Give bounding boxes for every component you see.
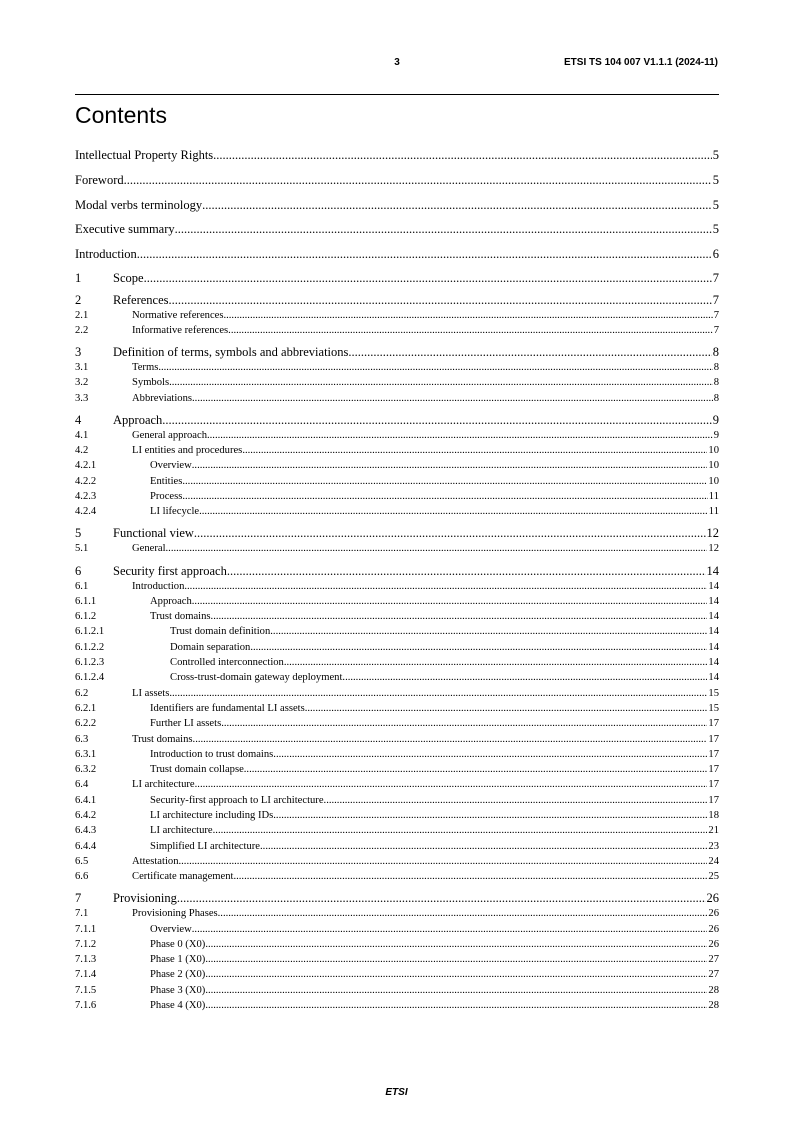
toc-entry-page: 12: [708, 543, 719, 555]
dot-leader: [305, 701, 708, 716]
dot-leader: [177, 890, 706, 906]
toc-entry-page: 7: [712, 270, 719, 285]
toc-entry[interactable]: [75, 823, 719, 838]
toc-entry-label: Trust domain definition: [170, 626, 271, 638]
toc-entry[interactable]: [75, 308, 719, 323]
toc-entry-number: 6.4.4: [75, 840, 97, 852]
footer-label: ETSI: [385, 1087, 408, 1098]
dot-leader: [273, 747, 707, 762]
dot-leader: [169, 292, 712, 308]
dot-leader: [192, 594, 708, 609]
toc-entry-label: Identifiers are fundamental LI assets: [150, 702, 305, 714]
dot-leader: [213, 823, 708, 838]
toc-entry-page: 10: [708, 460, 719, 472]
toc-entry-label: Overview: [150, 923, 192, 935]
toc-entry-label: Cross-trust-domain gateway deployment: [170, 672, 343, 684]
toc-entry[interactable]: [75, 869, 719, 884]
toc-entry-number: 7.1.3: [75, 954, 97, 966]
toc-entry[interactable]: [75, 171, 719, 190]
dot-leader: [202, 196, 712, 215]
dot-leader: [221, 716, 707, 731]
toc-entry-label: Security first approach: [113, 563, 227, 578]
toc-entry-label: Executive summary: [75, 222, 175, 237]
toc-entry[interactable]: [75, 967, 719, 982]
toc-entry[interactable]: [75, 808, 719, 823]
toc-entry-number: 6.3: [75, 733, 89, 745]
toc-entry-number: 7.1.5: [75, 984, 97, 996]
toc-entry[interactable]: [75, 922, 719, 937]
toc-entry-page: 23: [708, 840, 719, 852]
toc-entry-label: General approach: [132, 429, 207, 441]
toc-entry-page: 27: [708, 954, 719, 966]
toc-entry-page: 14: [708, 672, 719, 684]
dot-leader: [194, 525, 706, 541]
dot-leader: [218, 906, 708, 921]
dot-leader: [205, 983, 707, 998]
toc-entry[interactable]: [75, 292, 719, 308]
toc-entry-page: 17: [708, 718, 719, 730]
dot-leader: [205, 952, 707, 967]
toc-entry[interactable]: [75, 525, 719, 541]
toc-entry-page: 10: [708, 445, 719, 457]
toc-entry-number: 2.2: [75, 325, 89, 337]
toc-entry-page: 14: [708, 595, 719, 607]
toc-entry-label: Modal verbs terminology: [75, 197, 203, 212]
toc-entry[interactable]: [75, 854, 719, 869]
toc-entry-label: LI entities and procedures: [132, 445, 243, 457]
toc-entry-label: Provisioning: [113, 891, 177, 906]
toc-entry-number: 4.2.3: [75, 491, 97, 503]
toc-entry[interactable]: [75, 474, 719, 489]
dot-leader: [324, 793, 708, 808]
toc-entry-page: 25: [708, 871, 719, 883]
dot-leader: [199, 504, 708, 519]
toc-entry[interactable]: [75, 609, 719, 624]
toc-entry-page: 17: [708, 764, 719, 776]
toc-entry-number: 4.1: [75, 429, 89, 441]
toc-entry-number: 6.2.1: [75, 702, 97, 714]
dot-leader: [233, 869, 707, 884]
toc-entry-number: 3.2: [75, 377, 89, 389]
toc-entry-page: 11: [708, 491, 719, 503]
toc-entry-page: 8: [713, 392, 719, 404]
header-rule: [75, 94, 719, 95]
dot-leader: [195, 777, 708, 792]
dot-leader: [342, 670, 707, 685]
toc-entry[interactable]: [75, 983, 719, 998]
toc-entry-label: Scope: [113, 270, 144, 285]
toc-entry-number: 5.1: [75, 543, 89, 555]
toc-entry-page: 14: [708, 626, 719, 638]
toc-entry-page: 15: [708, 687, 719, 699]
toc-entry-number: 6.5: [75, 855, 89, 867]
dot-leader: [213, 146, 712, 165]
toc-entry-page: 7: [712, 292, 719, 307]
dot-leader: [162, 412, 711, 428]
dot-leader: [260, 839, 707, 854]
toc-entry-label: Attestation: [132, 855, 179, 867]
toc-entry[interactable]: [75, 732, 719, 747]
dot-leader: [169, 375, 713, 390]
toc-entry-page: 8: [712, 345, 719, 360]
toc-entry-number: 4.2.4: [75, 506, 97, 518]
toc-entry-number: 6.1.2.3: [75, 657, 105, 669]
toc-entry[interactable]: [75, 579, 719, 594]
toc-entry[interactable]: [75, 412, 719, 428]
toc-entry[interactable]: [75, 270, 719, 286]
toc-entry-page: 28: [708, 1000, 719, 1012]
toc-entry-number: 6.1: [75, 580, 89, 592]
toc-entry-page: 9: [713, 429, 719, 441]
toc-entry-number: 5: [75, 526, 82, 541]
toc-entry-label: Entities: [150, 475, 183, 487]
toc-entry-label: LI architecture: [150, 825, 213, 837]
toc-entry-label: Definition of terms, symbols and abbreviations: [113, 345, 349, 360]
toc-entry-page: 14: [708, 611, 719, 623]
toc-entry-label: Approach: [113, 412, 163, 427]
toc-entry-number: 6.1.2.2: [75, 641, 105, 653]
toc-entry-number: 6.1.2.4: [75, 672, 105, 684]
toc-entry-number: 4.2.1: [75, 460, 97, 472]
dot-leader: [192, 922, 708, 937]
toc-entry-number: 2: [75, 292, 82, 307]
toc-entry[interactable]: [75, 998, 719, 1013]
toc-entry-label: Phase 3 (X0): [150, 984, 206, 996]
toc-entry-label: Abbreviations: [132, 392, 193, 404]
toc-entry[interactable]: [75, 504, 719, 519]
toc-entry[interactable]: [75, 937, 719, 952]
toc-entry[interactable]: [75, 541, 719, 556]
dot-leader: [169, 686, 707, 701]
toc-entry-page: 8: [713, 377, 719, 389]
toc-entry[interactable]: [75, 686, 719, 701]
toc-entry-page: 11: [708, 506, 719, 518]
toc-entry-number: 6.4.2: [75, 809, 97, 821]
toc-entry-page: 17: [708, 794, 719, 806]
toc-entry-number: 4: [75, 412, 82, 427]
dot-leader: [270, 624, 707, 639]
toc-entry-label: Trust domains: [132, 733, 193, 745]
toc-entry-page: 15: [708, 702, 719, 714]
toc-entry[interactable]: [75, 762, 719, 777]
toc-entry[interactable]: [75, 443, 719, 458]
toc-entry-label: Symbols: [132, 377, 170, 389]
toc-entry-label: Normative references: [132, 309, 224, 321]
toc-entry-number: 7.1: [75, 908, 89, 920]
page-title: Contents: [75, 102, 168, 128]
toc-entry-label: Approach: [150, 595, 192, 607]
toc-entry[interactable]: [75, 670, 719, 685]
toc-entry[interactable]: [75, 716, 719, 731]
toc-entry[interactable]: [75, 489, 719, 504]
dot-leader: [227, 563, 706, 579]
toc-entry-number: 7.1.2: [75, 938, 97, 950]
dot-leader: [242, 443, 707, 458]
toc-entry-label: Certificate management: [132, 871, 234, 883]
toc-entry-page: 17: [708, 748, 719, 760]
toc-entry-label: Foreword: [75, 172, 124, 187]
dot-leader: [179, 854, 708, 869]
toc-entry-page: 17: [708, 779, 719, 791]
toc-entry-number: 6.4.1: [75, 794, 97, 806]
page-number: 3: [394, 57, 400, 68]
toc-entry-label: Introduction: [75, 247, 137, 262]
dot-leader: [192, 458, 708, 473]
dot-leader: [228, 323, 713, 338]
toc-entry[interactable]: [75, 360, 719, 375]
toc-entry-label: Introduction: [132, 580, 185, 592]
toc-entry-page: 9: [712, 412, 719, 427]
toc-entry-number: 6.3.1: [75, 748, 97, 760]
toc-entry-page: 8: [713, 362, 719, 374]
dot-leader: [182, 474, 707, 489]
toc-entry-page: 27: [708, 969, 719, 981]
dot-leader: [284, 655, 708, 670]
toc-entry[interactable]: [75, 906, 719, 921]
dot-leader: [211, 609, 708, 624]
toc-entry-number: 6.1.2.1: [75, 626, 105, 638]
toc-entry-number: 6.2: [75, 687, 89, 699]
toc-entry[interactable]: [75, 777, 719, 792]
toc-entry-page: 18: [708, 809, 719, 821]
toc-entry[interactable]: [75, 146, 719, 165]
toc-entry-number: 6.3.2: [75, 764, 97, 776]
toc-entry-label: LI assets: [132, 687, 170, 699]
toc-entry-label: LI architecture: [132, 779, 195, 791]
toc-entry-label: Informative references: [132, 325, 229, 337]
table-of-contents: [75, 146, 719, 1013]
toc-entry[interactable]: [75, 563, 719, 579]
toc-entry-label: Process: [150, 491, 183, 503]
toc-entry-number: 2.1: [75, 309, 89, 321]
toc-entry-page: 26: [706, 891, 719, 906]
toc-entry-page: 12: [706, 526, 719, 541]
toc-entry-page: 26: [708, 908, 719, 920]
toc-entry-number: 6.2.2: [75, 718, 97, 730]
toc-entry-number: 7.1.1: [75, 923, 97, 935]
toc-entry-number: 7: [75, 891, 82, 906]
dot-leader: [124, 171, 712, 190]
dot-leader: [182, 489, 707, 504]
dot-leader: [192, 391, 713, 406]
document-id: ETSI TS 104 007 V1.1.1 (2024-11): [564, 57, 718, 68]
toc-entry-page: 21: [708, 825, 719, 837]
toc-entry[interactable]: [75, 701, 719, 716]
toc-entry-number: 6.4.3: [75, 825, 97, 837]
toc-entry[interactable]: [75, 428, 719, 443]
toc-entry[interactable]: [75, 344, 719, 360]
toc-entry-label: Trust domains: [150, 611, 211, 623]
toc-entry-page: 10: [708, 475, 719, 487]
toc-entry-label: Phase 0 (X0): [150, 938, 206, 950]
toc-entry-page: 6: [712, 247, 719, 262]
toc-entry-label: General: [132, 543, 166, 555]
toc-entry[interactable]: [75, 375, 719, 390]
toc-entry-number: 6.1.1: [75, 595, 97, 607]
toc-entry[interactable]: [75, 323, 719, 338]
toc-entry-label: Introduction to trust domains: [150, 748, 274, 760]
toc-entry-number: 3.1: [75, 362, 89, 374]
toc-entry-page: 26: [708, 938, 719, 950]
dot-leader: [273, 808, 707, 823]
toc-entry-number: 6.6: [75, 871, 89, 883]
toc-entry-page: 7: [713, 309, 719, 321]
dot-leader: [193, 732, 708, 747]
toc-entry-label: LI lifecycle: [150, 506, 200, 518]
toc-entry-page: 14: [708, 580, 719, 592]
toc-entry[interactable]: [75, 747, 719, 762]
toc-entry[interactable]: [75, 220, 719, 239]
toc-entry[interactable]: [75, 839, 719, 854]
toc-entry[interactable]: [75, 952, 719, 967]
toc-entry-label: Overview: [150, 460, 192, 472]
toc-entry-label: Functional view: [113, 526, 194, 541]
dot-leader: [250, 640, 707, 655]
dot-leader: [205, 998, 707, 1013]
toc-entry-label: Simplified LI architecture: [150, 840, 261, 852]
toc-entry-number: 6.4: [75, 779, 89, 791]
toc-entry-page: 5: [712, 172, 719, 187]
toc-entry-page: 5: [712, 197, 719, 212]
dot-leader: [166, 541, 708, 556]
toc-entry[interactable]: [75, 655, 719, 670]
toc-entry-number: 7.1.4: [75, 969, 97, 981]
toc-entry[interactable]: [75, 391, 719, 406]
toc-entry-label: Terms: [132, 362, 159, 374]
toc-entry-number: 4.2: [75, 445, 89, 457]
toc-entry[interactable]: [75, 890, 719, 906]
toc-entry-page: 26: [708, 923, 719, 935]
toc-entry-number: 3.3: [75, 392, 89, 404]
toc-entry-label: Phase 2 (X0): [150, 969, 206, 981]
toc-entry-page: 5: [712, 222, 719, 237]
toc-entry-label: Phase 4 (X0): [150, 1000, 206, 1012]
toc-entry-number: 4.2.2: [75, 475, 97, 487]
toc-entry-page: 28: [708, 984, 719, 996]
toc-entry-label: Provisioning Phases: [132, 908, 218, 920]
dot-leader: [158, 360, 712, 375]
toc-entry-number: 7.1.6: [75, 1000, 97, 1012]
toc-entry-label: Intellectual Property Rights: [75, 148, 214, 162]
toc-entry-label: Trust domain collapse: [150, 764, 244, 776]
toc-entry-page: 14: [706, 563, 719, 578]
toc-entry-label: Phase 1 (X0): [150, 954, 206, 966]
toc-entry[interactable]: [75, 793, 719, 808]
dot-leader: [205, 967, 707, 982]
toc-entry-number: 6.1.2: [75, 611, 97, 623]
dot-leader: [144, 270, 712, 286]
toc-entry-page: 14: [708, 657, 719, 669]
toc-entry[interactable]: [75, 594, 719, 609]
dot-leader: [205, 937, 707, 952]
toc-entry-page: 5: [712, 148, 719, 162]
dot-leader: [175, 220, 712, 239]
toc-entry-page: 14: [708, 641, 719, 653]
toc-entry[interactable]: [75, 245, 719, 264]
dot-leader: [244, 762, 708, 777]
toc-entry-number: 6: [75, 563, 82, 578]
toc-entry-label: LI architecture including IDs: [150, 809, 274, 821]
dot-leader: [207, 428, 713, 443]
dot-leader: [223, 308, 712, 323]
dot-leader: [184, 579, 707, 594]
toc-entry-label: References: [113, 292, 169, 307]
toc-entry-label: Security-first approach to LI architecture: [150, 794, 324, 806]
toc-entry-page: 24: [708, 855, 719, 867]
toc-entry-page: 7: [713, 325, 719, 337]
toc-entry-label: Controlled interconnection: [170, 657, 284, 669]
toc-entry[interactable]: [75, 196, 719, 215]
toc-entry-number: 1: [75, 270, 82, 285]
toc-entry-page: 17: [708, 733, 719, 745]
dot-leader: [348, 344, 711, 360]
toc-entry[interactable]: [75, 624, 719, 639]
toc-entry[interactable]: [75, 458, 719, 473]
toc-entry[interactable]: [75, 640, 719, 655]
toc-entry-label: Domain separation: [170, 641, 251, 653]
dot-leader: [137, 245, 712, 264]
toc-entry-label: Further LI assets: [150, 718, 222, 730]
toc-entry-number: 3: [75, 345, 82, 360]
